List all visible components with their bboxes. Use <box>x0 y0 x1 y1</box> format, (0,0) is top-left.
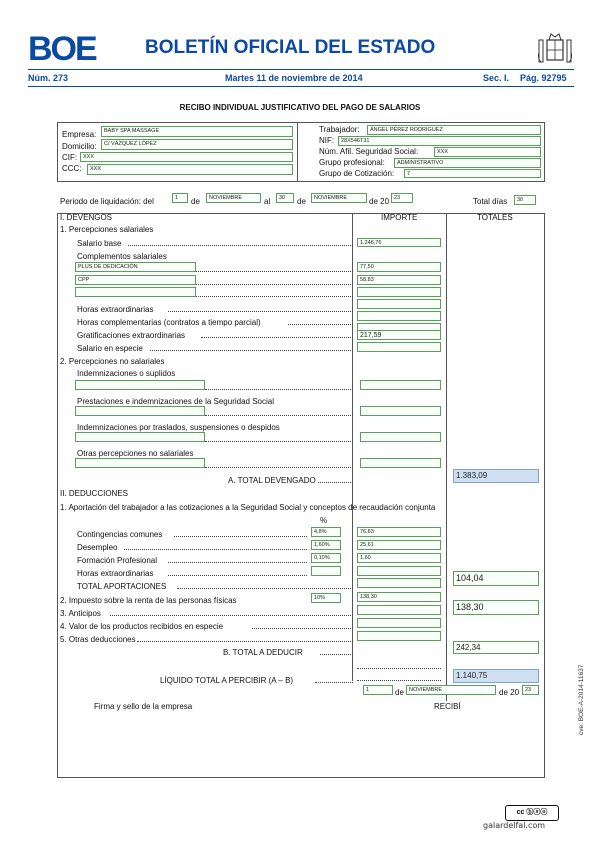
anticipos-field[interactable] <box>357 605 441 615</box>
nif-field[interactable]: 28X546T31 <box>338 136 541 146</box>
total-aportaciones-importe[interactable] <box>357 578 441 588</box>
domicilio-label: Domicilio: <box>62 142 97 151</box>
anticipos-label: 3. Anticipos <box>60 609 101 618</box>
otras-percepciones-field[interactable] <box>360 458 441 468</box>
prestaciones-concept[interactable] <box>75 406 205 416</box>
otras-deducciones-label: 5. Otras deducciones <box>60 635 136 644</box>
complemento-4-value[interactable] <box>357 299 441 309</box>
salario-base-label: Salario base <box>77 239 122 248</box>
otras-percepciones-concept[interactable] <box>75 458 205 468</box>
salario-base-field[interactable]: 1.246,76 <box>357 238 441 247</box>
cif-label: CIF: <box>62 153 78 162</box>
horas-complementarias-label: Horas complementarias (contratos a tiempo parcial) <box>77 318 261 327</box>
afiliacion-label: Núm. Afil. Seguridad Social: <box>319 147 419 156</box>
al-label: al <box>264 197 271 206</box>
traslados-field[interactable] <box>360 432 441 442</box>
deducciones-heading: II. DEDUCCIONES <box>60 489 129 498</box>
traslados-concept[interactable] <box>75 432 205 442</box>
ccc-field[interactable]: XXX <box>87 164 293 175</box>
formacion-value[interactable]: 1,60 <box>357 553 441 563</box>
section-label: Sec. I. <box>483 73 510 83</box>
empresa-label: Empresa: <box>62 130 97 139</box>
total-deducir-label: B. TOTAL A DEDUCIR <box>223 648 303 657</box>
complemento-2-name[interactable]: CPP <box>75 275 196 285</box>
complemento-2-value[interactable]: 58,83 <box>357 275 441 285</box>
devengos-heading: I. DEVENGOS <box>60 213 113 222</box>
totales-heading: TOTALES <box>477 213 513 222</box>
prestaciones-label: Prestaciones e indemnizaciones de la Seguridad Social <box>77 397 275 406</box>
especie-deduccion-field[interactable] <box>357 618 441 628</box>
cif-field[interactable]: XXX <box>80 152 293 162</box>
fecha-de-label: de <box>395 688 404 697</box>
otras-percepciones-label: Otras percepciones no salariales <box>77 449 194 458</box>
total-dias-field[interactable]: 30 <box>514 195 536 205</box>
grupo-cotizacion-label: Grupo de Cotización: <box>319 169 395 178</box>
grupo-profesional-label: Grupo profesional: <box>319 158 385 167</box>
formacion-label: Formación Profesional <box>77 556 158 565</box>
afiliacion-field[interactable]: XXX <box>434 147 541 157</box>
total-deducir-field[interactable]: 242,34 <box>453 641 539 654</box>
domicilio-field[interactable]: C/ VÁZQUEZ LÓPEZ <box>101 139 293 150</box>
footer-url[interactable]: galardelfal.com <box>483 821 546 830</box>
coat-of-arms-icon <box>535 32 575 68</box>
fecha-mes[interactable]: NOVIEMBRE <box>406 685 496 695</box>
percepciones-salariales: 1. Percepciones salariales <box>60 225 154 234</box>
trabajador-field[interactable]: ÁNGEL PÉREZ RODRIGUEZ <box>367 125 541 135</box>
issue-date: Martes 11 de noviembre de 2014 <box>225 73 363 83</box>
fecha-dia[interactable]: 1 <box>363 685 393 695</box>
total-aportaciones-label: TOTAL APORTACIONES <box>77 582 167 591</box>
complemento-1-value[interactable]: 77,50 <box>357 262 441 272</box>
period-from-day[interactable]: 1 <box>172 193 188 203</box>
horas-extra-field[interactable] <box>357 311 441 321</box>
contingencias-label: Contingencias comunes <box>77 530 163 539</box>
publication-title: BOLETÍN OFICIAL DEL ESTADO <box>145 37 436 58</box>
desempleo-pct[interactable]: 1,60% <box>311 540 341 550</box>
period-year[interactable]: 23 <box>391 193 413 203</box>
irpf-total-field[interactable]: 138,30 <box>453 600 539 615</box>
salario-especie-label: Salario en especie <box>77 344 143 353</box>
aportacion-heading: 1. Aportación del trabajador a las cotizaciones a la Seguridad Social y conceptos de recaudación conjunta <box>60 503 436 512</box>
firma-label: Firma y sello de la empresa <box>94 702 193 711</box>
issue-number: Núm. 273 <box>28 73 69 83</box>
nif-label: NIF: <box>319 136 335 145</box>
horas-extra-deduccion-value[interactable] <box>357 566 441 576</box>
complemento-1-name[interactable]: PLUS DE DEDICACIÓN <box>75 262 196 272</box>
gratificaciones-field[interactable]: 217,59 <box>357 330 441 340</box>
ccc-label: CCC: <box>62 164 82 173</box>
total-aportaciones-field[interactable]: 104,04 <box>453 571 539 586</box>
percent-heading: % <box>320 516 328 525</box>
fecha-year-prefix: de 20 <box>499 688 520 697</box>
traslados-label: Indemnizaciones por traslados, suspensiones o despidos <box>77 423 280 432</box>
cve-code: cve: BOE-A-2014-11637 <box>578 664 585 735</box>
complemento-3-value[interactable] <box>357 287 441 297</box>
trabajador-label: Trabajador: <box>319 125 360 134</box>
de-label-2: de <box>297 197 306 206</box>
creative-commons-icon: cc ⓑⓢⓞ <box>505 805 559 821</box>
fecha-year[interactable]: 23 <box>522 685 539 695</box>
complementos-label: Complementos salariales <box>77 252 167 261</box>
page-number: Pág. 92795 <box>520 73 567 83</box>
grupo-cotizacion-field[interactable]: 7 <box>404 169 541 178</box>
indemnizaciones-field[interactable] <box>360 380 441 390</box>
especie-deduccion-label: 4. Valor de los productos recibidos en especie <box>60 622 224 631</box>
recibi-label: RECIBÍ <box>434 702 461 711</box>
formacion-pct[interactable]: 0,10% <box>311 553 341 563</box>
period-to-month[interactable]: NOVIEMBRE <box>311 193 367 203</box>
horas-extra-pct[interactable] <box>311 566 341 576</box>
liquido-field[interactable]: 1.140,75 <box>453 669 539 683</box>
document-title: RECIBO INDIVIDUAL JUSTIFICATIVO DEL PAGO DE SALARIOS <box>179 103 421 112</box>
liquido-label: LÍQUIDO TOTAL A PERCIBIR (A – B) <box>160 676 294 685</box>
indemnizaciones-label: Indemnizaciones o suplidos <box>77 369 176 378</box>
de-label: de <box>191 197 200 206</box>
irpf-value[interactable]: 138,30 <box>357 592 441 602</box>
total-dias-label: Total días <box>473 197 508 206</box>
desempleo-label: Desempleo <box>77 543 118 552</box>
contingencias-value[interactable]: 76,83 <box>357 527 441 537</box>
empresa-field[interactable]: BABY SPA MASSAGE <box>101 126 293 137</box>
otras-deducciones-field[interactable] <box>357 631 441 641</box>
irpf-label: 2. Impuesto sobre la renta de las personas físicas <box>60 596 237 605</box>
prestaciones-field[interactable] <box>360 406 441 416</box>
contingencias-pct[interactable]: 4,8% <box>311 527 341 537</box>
period-from-month[interactable]: NOVIEMBRE <box>206 193 261 203</box>
year-prefix: de 20 <box>369 197 390 206</box>
salario-especie-field[interactable] <box>357 342 441 352</box>
indemnizaciones-concept[interactable] <box>75 380 205 390</box>
total-devengado-label: A. TOTAL DEVENGADO <box>228 476 316 485</box>
total-devengado-field[interactable]: 1.383,09 <box>453 469 539 483</box>
desempleo-value[interactable]: 25,61 <box>357 540 441 550</box>
period-to-day[interactable]: 30 <box>276 193 294 203</box>
gratificaciones-label: Gratificaciones extraordinarias <box>77 331 186 340</box>
boe-logo: BOE <box>28 30 96 68</box>
horas-extra-label: Horas extraordinarias <box>77 305 154 314</box>
horas-extra-deduccion-label: Horas extraordinarias <box>77 569 154 578</box>
irpf-pct[interactable]: 10% <box>311 593 341 603</box>
importe-heading: IMPORTE <box>381 213 418 222</box>
percepciones-no-salariales: 2. Percepciones no salariales <box>60 357 165 366</box>
complemento-3-name[interactable] <box>75 287 196 297</box>
grupo-profesional-field[interactable]: ADMINISTRATIVO <box>394 158 541 168</box>
periodo-label: Periodo de liquidación: del <box>60 197 154 206</box>
